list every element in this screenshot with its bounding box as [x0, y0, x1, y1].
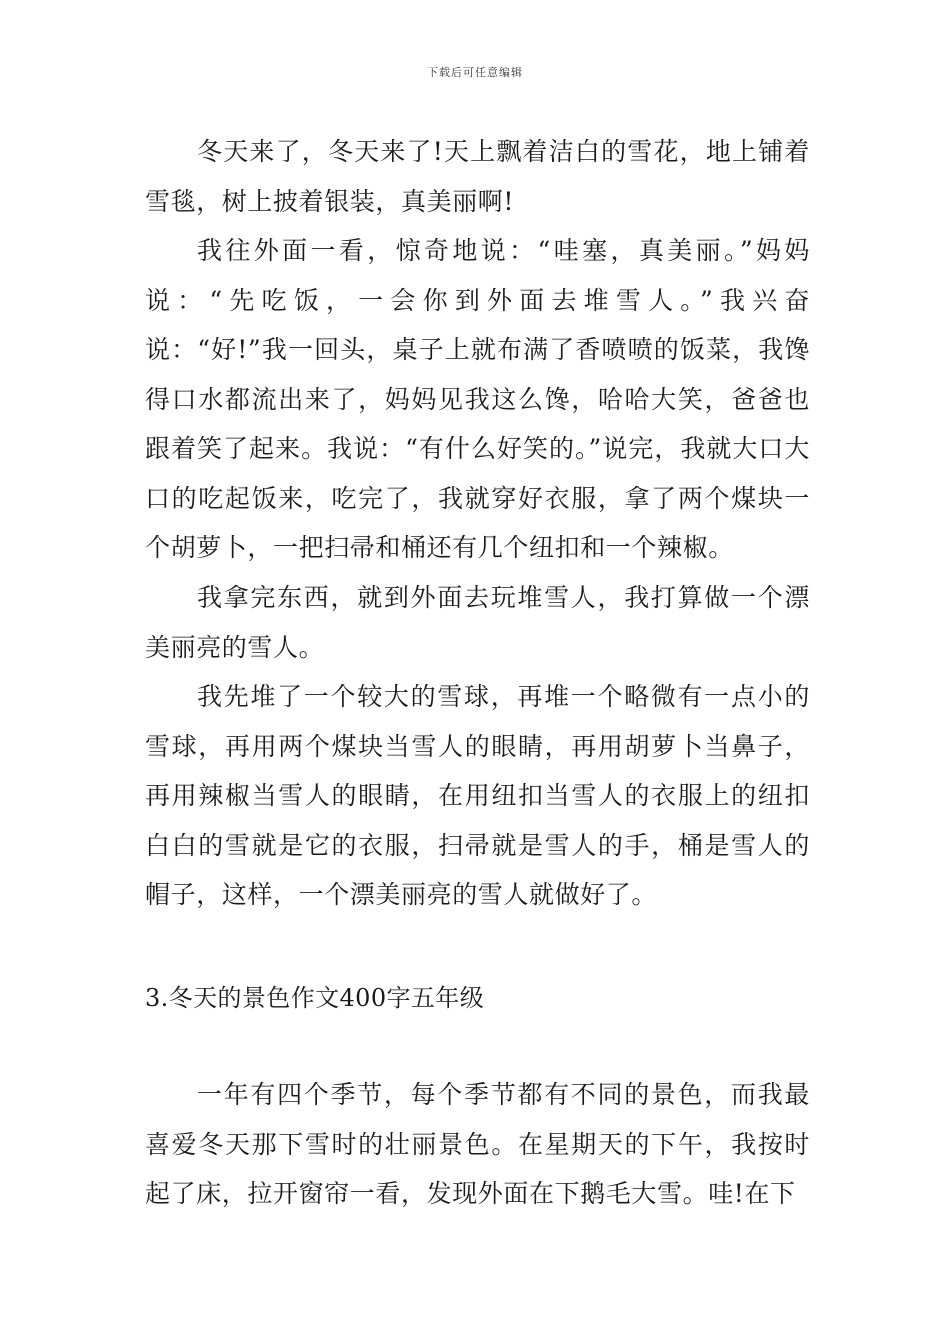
paragraph-2: 我往外面一看，惊奇地说：“哇塞，真美丽。”妈妈说：“先吃饭，一会你到外面去堆雪人。”我兴奋说：“好!”我一回头，桌子上就布满了香喷喷的饭菜，我馋得口水都流出来了，妈妈见我这么馋，哈哈大笑，爸爸也跟着笑了起来。我说：“有什么好笑的。”说完，我就大口大口的吃起饭来，吃完了，我就穿好衣服，拿了两个煤块一个胡萝卜，一把扫帚和桶还有几个纽扣和一个辣椒。 [145, 236, 810, 562]
page-header-note: 下载后可任意编辑 [427, 66, 523, 79]
paragraph-1: 冬天来了，冬天来了!天上飘着洁白的雪花，地上铺着雪毯，树上披着银装，真美丽啊! [145, 137, 810, 216]
paragraph-3: 我拿完东西，就到外面去玩堆雪人，我打算做一个漂美丽亮的雪人。 [145, 583, 810, 662]
section-heading: 3.冬天的景色作文400字五年级 [145, 984, 485, 1012]
paragraph-4: 我先堆了一个较大的雪球，再堆一个略微有一点小的雪球，再用两个煤块当雪人的眼睛，再用胡萝卜当鼻子，再用辣椒当雪人的眼睛，在用纽扣当雪人的衣服上的纽扣白白的雪就是它的衣服，扫帚就是雪人的手，桶是雪人的帽子，这样，一个漂美丽亮的雪人就做好了。 [145, 682, 810, 909]
section-paragraph: 一年有四个季节，每个季节都有不同的景色，而我最喜爱冬天那下雪时的壮丽景色。在星期天的下午，我按时起了床，拉开窗帘一看，发现外面在下鹅毛大雪。哇!在下 [145, 1080, 810, 1208]
